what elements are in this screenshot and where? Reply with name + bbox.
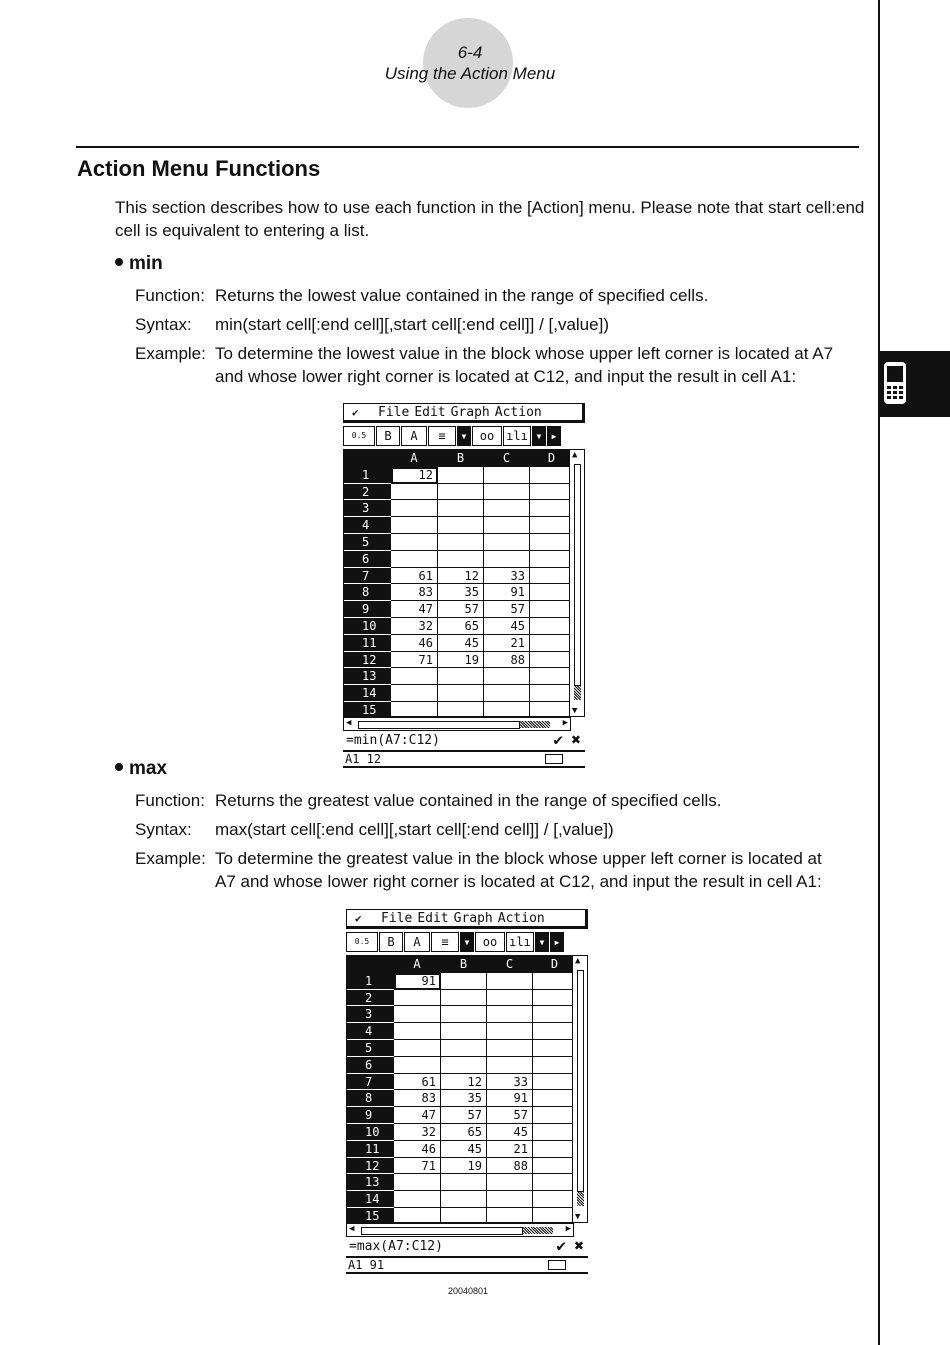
row-header[interactable]: 4 [347, 1023, 394, 1040]
column-header-b[interactable]: B [438, 450, 484, 467]
cell[interactable] [394, 1208, 441, 1223]
page-number: 6-4 [457, 43, 483, 62]
cell[interactable] [394, 1040, 441, 1057]
cell[interactable] [533, 1090, 577, 1107]
cell[interactable] [487, 1023, 533, 1040]
table-row [347, 1090, 587, 1107]
edit-line [343, 732, 585, 752]
cell[interactable] [438, 702, 484, 717]
row-header[interactable]: 9 [347, 1107, 394, 1124]
cell[interactable]: 83 [394, 1090, 441, 1107]
cell[interactable] [533, 1074, 577, 1091]
cell[interactable]: 35 [438, 584, 484, 601]
menu-item-edit[interactable]: Edit [417, 911, 449, 926]
row-header[interactable]: 14 [347, 1191, 394, 1208]
syntax-label: Syntax: [135, 315, 192, 334]
row-header[interactable]: 6 [344, 551, 391, 568]
table-row [347, 1074, 587, 1091]
table-row [344, 517, 584, 534]
cell[interactable] [533, 1040, 577, 1057]
cell[interactable]: 45 [441, 1141, 487, 1158]
scroll-right-icon[interactable]: ▶ [562, 718, 568, 728]
cell[interactable]: 19 [438, 652, 484, 669]
cell[interactable]: 71 [391, 652, 438, 669]
cell[interactable]: 46 [391, 635, 438, 652]
chapter-tab [878, 351, 950, 417]
column-header-c[interactable]: C [487, 956, 533, 973]
cell[interactable] [391, 534, 438, 551]
table-row [344, 568, 584, 585]
scroll-track [574, 464, 581, 686]
spreadsheet-grid [346, 955, 588, 1223]
menu-item-edit[interactable]: Edit [414, 405, 446, 420]
row-header[interactable]: 3 [347, 1006, 394, 1023]
cell[interactable]: 91 [484, 584, 530, 601]
cell[interactable] [441, 990, 487, 1007]
cell[interactable]: 83 [391, 584, 438, 601]
scroll-up-icon[interactable]: ▲ [572, 450, 578, 460]
cell[interactable] [441, 1040, 487, 1057]
cell[interactable] [394, 1174, 441, 1191]
calculator-screen-min [343, 403, 588, 767]
row-header[interactable]: 11 [344, 635, 391, 652]
row-header[interactable]: 14 [344, 685, 391, 702]
menu-bar [346, 909, 588, 929]
table-row [344, 484, 584, 501]
cell[interactable]: 32 [394, 1124, 441, 1141]
row-header[interactable]: 10 [347, 1124, 394, 1141]
example-label: Example: [135, 344, 206, 363]
table-row [344, 584, 584, 601]
table-row [344, 618, 584, 635]
align-dropdown-icon[interactable]: ▾ [460, 932, 474, 952]
status-bar [343, 752, 585, 768]
graph-button[interactable]: ılı [503, 426, 531, 446]
cell[interactable] [533, 1023, 577, 1040]
row-header[interactable]: 1 [344, 467, 391, 484]
table-row [347, 1174, 587, 1191]
check-icon[interactable]: ✔ [553, 730, 563, 749]
cell[interactable] [391, 484, 438, 501]
row-header[interactable]: 12 [347, 1158, 394, 1175]
max-bullet [115, 758, 167, 780]
cell[interactable] [530, 601, 574, 618]
cell[interactable] [394, 1057, 441, 1074]
cell[interactable] [484, 517, 530, 534]
graph-dropdown-icon[interactable]: ▾ [532, 426, 546, 446]
page-number-badge [423, 18, 513, 108]
cell[interactable]: 45 [438, 635, 484, 652]
cell[interactable] [391, 500, 438, 517]
battery-icon [548, 1260, 566, 1270]
cell[interactable]: 57 [487, 1107, 533, 1124]
spreadsheet-grid [343, 449, 585, 717]
close-icon[interactable]: ✖ [574, 1236, 584, 1255]
cell[interactable] [484, 500, 530, 517]
cell[interactable]: 32 [391, 618, 438, 635]
cell[interactable]: 19 [441, 1158, 487, 1175]
max-syntax-text: max(start cell[:end cell][,start cell[:end cell]] / [,value]) [215, 820, 614, 839]
cell-a1[interactable]: 91 [394, 973, 441, 990]
cell[interactable] [441, 973, 487, 990]
horizontal-scrollbar[interactable] [346, 1223, 574, 1237]
row-header[interactable]: 10 [344, 618, 391, 635]
cell[interactable] [533, 1158, 577, 1175]
cell[interactable] [441, 1191, 487, 1208]
max-title: max [129, 758, 168, 779]
cell[interactable] [530, 484, 574, 501]
cell[interactable]: 91 [487, 1090, 533, 1107]
scroll-thumb[interactable] [523, 1227, 553, 1234]
footer-code: 20040801 [447, 1286, 489, 1296]
close-icon[interactable]: ✖ [571, 730, 581, 749]
cell[interactable] [438, 467, 484, 484]
menu-items [381, 910, 550, 927]
cell[interactable] [487, 1191, 533, 1208]
graph-button[interactable]: ılı [506, 932, 534, 952]
cell[interactable] [484, 668, 530, 685]
cell[interactable] [441, 1023, 487, 1040]
cell[interactable] [438, 500, 484, 517]
min-title: min [129, 253, 163, 274]
column-header-row [344, 450, 584, 467]
column-header-a[interactable]: A [391, 450, 438, 467]
cell[interactable] [438, 517, 484, 534]
cell[interactable] [533, 1107, 577, 1124]
toolbar-next-icon[interactable]: ▸ [547, 426, 561, 446]
fraction-button[interactable]: 0.5 [343, 426, 375, 446]
cell[interactable]: 61 [394, 1074, 441, 1091]
view-button[interactable]: oo [472, 426, 502, 446]
min-bullet [115, 253, 163, 275]
cell[interactable] [530, 467, 574, 484]
cell[interactable] [391, 685, 438, 702]
row-header[interactable]: 13 [344, 668, 391, 685]
cell[interactable] [438, 668, 484, 685]
scroll-thumb[interactable] [574, 686, 581, 700]
status-bar [346, 1258, 588, 1274]
cell[interactable]: 61 [391, 568, 438, 585]
max-example-line-2: A7 and whose lower right corner is located at C12, and input the result in cell A1: [215, 872, 822, 891]
cell[interactable] [533, 1174, 577, 1191]
cell[interactable] [484, 702, 530, 717]
cell[interactable]: 45 [487, 1124, 533, 1141]
cell[interactable] [484, 484, 530, 501]
min-example-line-2: and whose lower right corner is located at C12, and input the result in cell A1: [215, 367, 797, 386]
cell[interactable] [487, 1208, 533, 1223]
scroll-track [358, 721, 520, 729]
check-icon[interactable]: ✔ [556, 1236, 566, 1255]
cell[interactable] [441, 1174, 487, 1191]
function-label: Function: [135, 286, 205, 305]
cell[interactable]: 65 [438, 618, 484, 635]
page-heading: Action Menu Functions [77, 156, 321, 181]
scroll-down-icon[interactable]: ▼ [575, 1212, 581, 1222]
max-function-text: Returns the greatest value contained in the range of specified cells. [215, 791, 722, 810]
row-header[interactable]: 11 [347, 1141, 394, 1158]
table-row [344, 467, 584, 484]
cell[interactable]: 71 [394, 1158, 441, 1175]
table-row [347, 1124, 587, 1141]
cell[interactable]: 65 [441, 1124, 487, 1141]
table-row [347, 1006, 587, 1023]
table-row [347, 1191, 587, 1208]
bullet-dot [115, 763, 123, 771]
cell[interactable]: 57 [484, 601, 530, 618]
cell[interactable] [487, 1040, 533, 1057]
column-header-c[interactable]: C [484, 450, 530, 467]
cell[interactable] [391, 702, 438, 717]
scroll-thumb[interactable] [577, 1192, 584, 1206]
cell[interactable] [533, 1006, 577, 1023]
cell[interactable]: 47 [391, 601, 438, 618]
cell[interactable] [441, 1057, 487, 1074]
row-header[interactable]: 15 [347, 1208, 394, 1223]
table-row [347, 1208, 587, 1223]
scroll-up-icon[interactable]: ▲ [575, 956, 581, 966]
calculator-icon [883, 361, 907, 405]
row-header[interactable]: 2 [347, 990, 394, 1007]
bold-button[interactable]: B [379, 932, 403, 952]
section-title: Using the Action Menu [384, 64, 556, 83]
cell[interactable] [391, 517, 438, 534]
vertical-scrollbar[interactable] [569, 450, 584, 716]
menu-item-file[interactable]: File [378, 405, 410, 420]
menu-item-graph[interactable]: Graph [450, 405, 490, 420]
scroll-thumb[interactable] [520, 721, 550, 728]
menu-item-action[interactable]: Action [494, 405, 542, 420]
cell[interactable] [487, 1174, 533, 1191]
cell[interactable] [530, 702, 574, 717]
table-row [347, 1040, 587, 1057]
cell[interactable] [441, 1006, 487, 1023]
row-header[interactable]: 7 [347, 1074, 394, 1091]
cell[interactable] [533, 1208, 577, 1223]
cell[interactable] [533, 1057, 577, 1074]
min-function-text: Returns the lowest value contained in the range of specified cells. [215, 286, 709, 305]
cell[interactable]: 12 [441, 1074, 487, 1091]
cell[interactable] [484, 685, 530, 702]
cell[interactable] [438, 551, 484, 568]
cell[interactable] [394, 1006, 441, 1023]
status-text: A1 12 [345, 752, 382, 766]
syntax-label: Syntax: [135, 820, 192, 839]
cell[interactable]: 21 [487, 1141, 533, 1158]
cell[interactable] [394, 1023, 441, 1040]
header-corner [344, 450, 391, 467]
row-header[interactable]: 9 [344, 601, 391, 618]
formula-input[interactable]: =max(A7:C12) [349, 1239, 443, 1254]
fraction-button[interactable]: 0.5 [346, 932, 378, 952]
menu-item-graph[interactable]: Graph [453, 911, 493, 926]
cell[interactable] [530, 652, 574, 669]
cell[interactable] [484, 551, 530, 568]
cell[interactable] [530, 668, 574, 685]
bullet-dot [115, 258, 123, 266]
table-row [347, 990, 587, 1007]
cell[interactable] [438, 534, 484, 551]
table-row [344, 601, 584, 618]
cell[interactable] [394, 990, 441, 1007]
menu-item-file[interactable]: File [381, 911, 413, 926]
table-row [344, 551, 584, 568]
row-header[interactable]: 4 [344, 517, 391, 534]
table-row [347, 1141, 587, 1158]
max-example-line-1: To determine the greatest value in the block whose upper left corner is located at [215, 849, 822, 868]
table-row [347, 1023, 587, 1040]
min-example-line-1: To determine the lowest value in the block whose upper left corner is located at A7 [215, 344, 834, 363]
cell[interactable] [530, 584, 574, 601]
battery-icon [545, 754, 563, 764]
cell-a1[interactable]: 12 [391, 467, 438, 484]
menu-chevron-icon[interactable]: ✔ [352, 406, 359, 419]
cell[interactable] [530, 500, 574, 517]
align-button[interactable]: ≡ [428, 426, 456, 446]
table-row [344, 534, 584, 551]
cell[interactable] [530, 685, 574, 702]
table-row [347, 1158, 587, 1175]
scroll-left-icon[interactable]: ◀ [346, 718, 352, 728]
table-row [347, 1057, 587, 1074]
align-dropdown-icon[interactable]: ▾ [457, 426, 471, 446]
cell[interactable] [487, 973, 533, 990]
row-header[interactable]: 7 [344, 568, 391, 585]
cell[interactable]: 88 [487, 1158, 533, 1175]
cell[interactable] [394, 1191, 441, 1208]
cell[interactable]: 12 [438, 568, 484, 585]
row-header[interactable]: 12 [344, 652, 391, 669]
align-button[interactable]: ≡ [431, 932, 459, 952]
graph-dropdown-icon[interactable]: ▾ [535, 932, 549, 952]
cell[interactable]: 35 [441, 1090, 487, 1107]
bold-button[interactable]: B [376, 426, 400, 446]
vertical-scrollbar[interactable] [572, 956, 587, 1222]
cell[interactable] [533, 1124, 577, 1141]
column-header-d[interactable]: D [533, 956, 577, 973]
cell[interactable]: 46 [394, 1141, 441, 1158]
header-corner [347, 956, 394, 973]
cell[interactable] [438, 685, 484, 702]
cell[interactable] [391, 668, 438, 685]
row-header[interactable]: 15 [344, 702, 391, 717]
scroll-right-icon[interactable]: ▶ [565, 1224, 571, 1234]
cell[interactable]: 33 [484, 568, 530, 585]
formula-input[interactable]: =min(A7:C12) [346, 733, 440, 748]
cell[interactable] [484, 534, 530, 551]
menu-items [378, 404, 547, 421]
cell[interactable] [533, 1141, 577, 1158]
cell[interactable]: 88 [484, 652, 530, 669]
row-header[interactable]: 8 [347, 1090, 394, 1107]
horizontal-scrollbar[interactable] [343, 717, 571, 731]
row-header[interactable]: 13 [347, 1174, 394, 1191]
table-row [344, 635, 584, 652]
view-button[interactable]: oo [475, 932, 505, 952]
table-row [344, 500, 584, 517]
cell[interactable] [484, 467, 530, 484]
function-label: Function: [135, 791, 205, 810]
cell[interactable] [533, 990, 577, 1007]
column-header-a[interactable]: A [394, 956, 441, 973]
toolbar [346, 932, 588, 954]
cell[interactable] [530, 635, 574, 652]
toolbar [343, 426, 585, 448]
calculator-screen-max [346, 909, 591, 1273]
text-format-button[interactable]: A [404, 932, 430, 952]
cell[interactable] [438, 484, 484, 501]
edit-line [346, 1238, 588, 1258]
cell[interactable] [530, 618, 574, 635]
scroll-down-icon[interactable]: ▼ [572, 706, 578, 716]
row-header[interactable]: 5 [347, 1040, 394, 1057]
cell[interactable] [530, 534, 574, 551]
scroll-track [577, 970, 584, 1192]
table-row [344, 668, 584, 685]
row-header[interactable]: 1 [347, 973, 394, 990]
cell[interactable]: 45 [484, 618, 530, 635]
cell[interactable] [487, 1057, 533, 1074]
scroll-track [361, 1227, 523, 1235]
toolbar-next-icon[interactable]: ▸ [550, 932, 564, 952]
cell[interactable]: 21 [484, 635, 530, 652]
row-header[interactable]: 8 [344, 584, 391, 601]
intro-text: This section describes how to use each function in the [Action] menu. Please note that start cell:end cell is equivalent to entering a list. [115, 198, 865, 240]
menu-chevron-icon[interactable]: ✔ [355, 912, 362, 925]
row-header[interactable]: 5 [344, 534, 391, 551]
table-row [347, 1107, 587, 1124]
cell[interactable] [391, 551, 438, 568]
row-header[interactable]: 3 [344, 500, 391, 517]
min-syntax-text: min(start cell[:end cell][,start cell[:end cell]] / [,value]) [215, 315, 609, 334]
header-rule [76, 146, 859, 148]
cell[interactable]: 57 [441, 1107, 487, 1124]
menu-item-action[interactable]: Action [497, 911, 545, 926]
cell[interactable]: 47 [394, 1107, 441, 1124]
cell[interactable] [533, 973, 577, 990]
column-header-row [347, 956, 587, 973]
page-edge-rule [878, 0, 880, 1345]
cell[interactable] [441, 1208, 487, 1223]
cell[interactable] [530, 568, 574, 585]
cell[interactable] [487, 990, 533, 1007]
cell[interactable]: 57 [438, 601, 484, 618]
status-text: A1 91 [348, 1258, 385, 1272]
example-label: Example: [135, 849, 206, 868]
menu-bar [343, 403, 585, 423]
cell[interactable] [533, 1191, 577, 1208]
cell[interactable] [487, 1006, 533, 1023]
table-row [344, 652, 584, 669]
row-header[interactable]: 6 [347, 1057, 394, 1074]
row-header[interactable]: 2 [344, 484, 391, 501]
cell[interactable] [530, 517, 574, 534]
column-header-d[interactable]: D [530, 450, 574, 467]
column-header-b[interactable]: B [441, 956, 487, 973]
table-row [344, 685, 584, 702]
table-row [347, 973, 587, 990]
table-row [344, 702, 584, 717]
cell[interactable]: 33 [487, 1074, 533, 1091]
text-format-button[interactable]: A [401, 426, 427, 446]
cell[interactable] [530, 551, 574, 568]
scroll-left-icon[interactable]: ◀ [349, 1224, 355, 1234]
